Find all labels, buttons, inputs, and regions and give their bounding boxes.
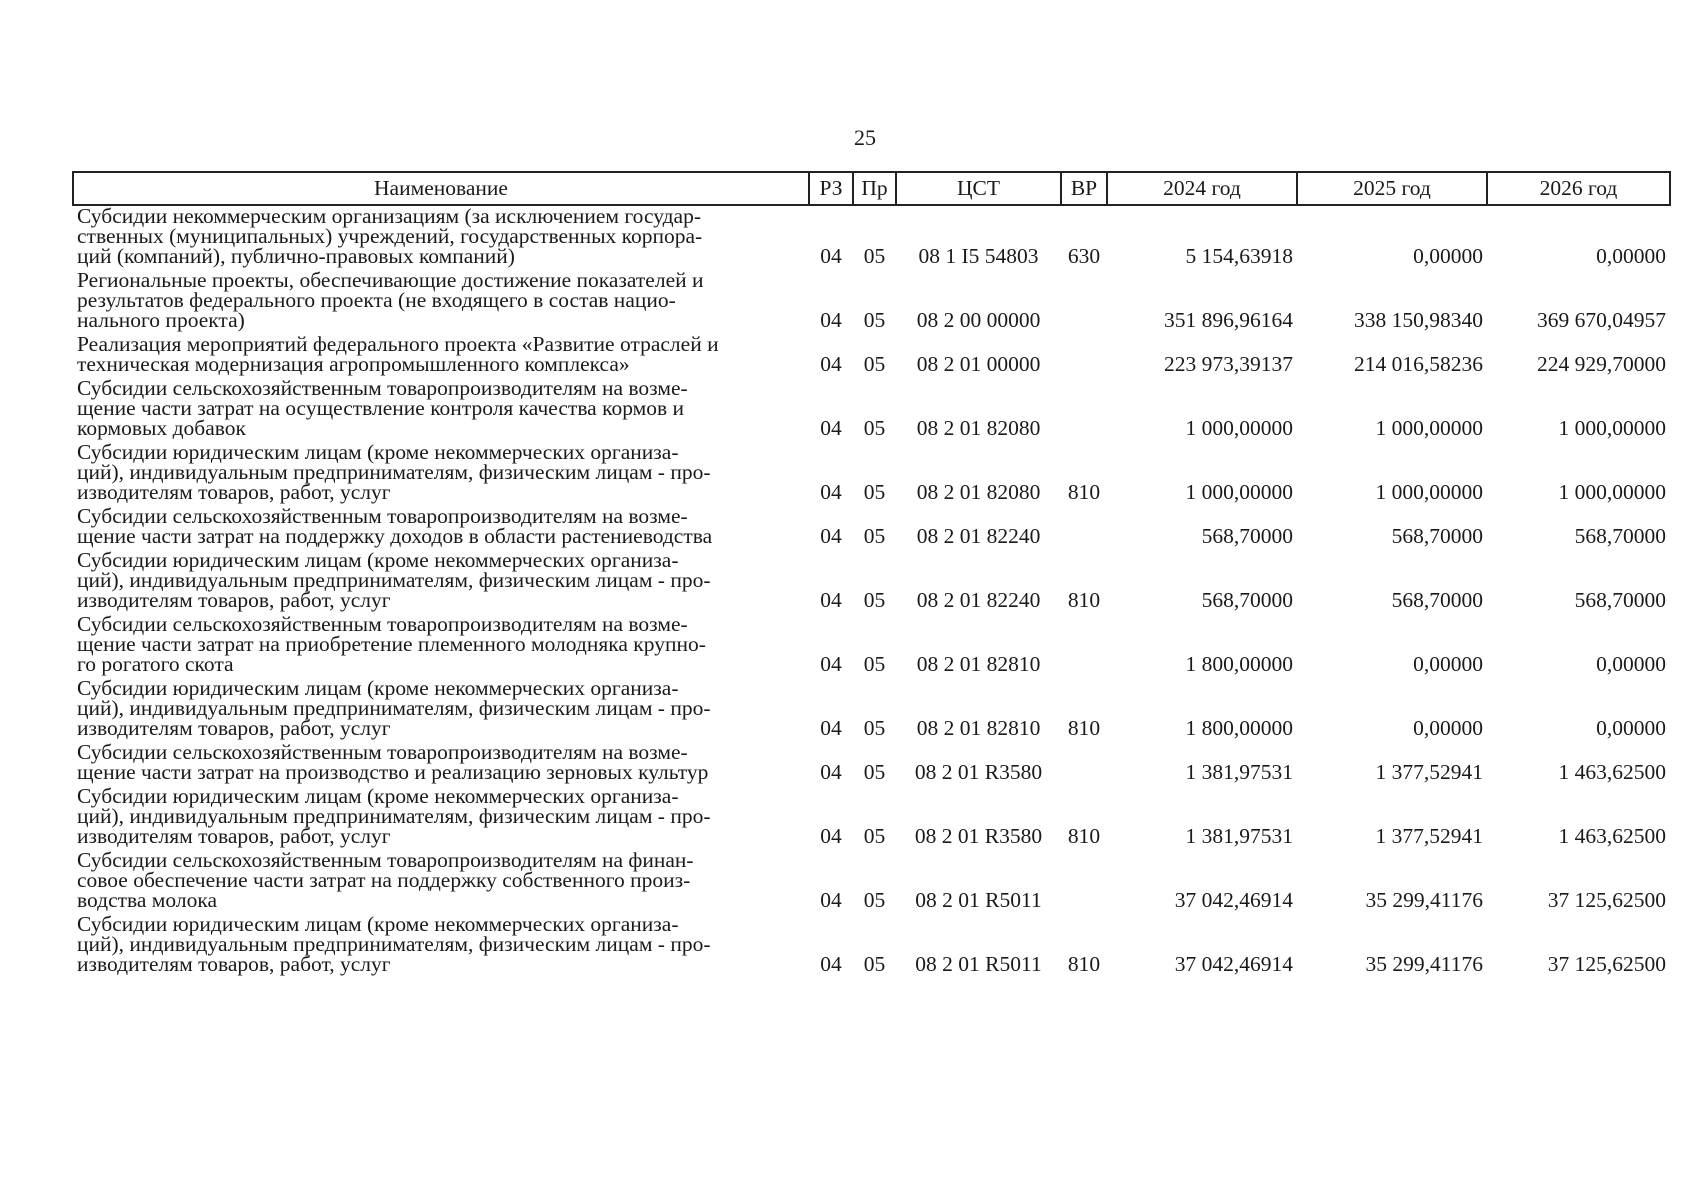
row-cst: 08 2 01 82080	[916, 416, 1041, 440]
header-2026: 2026 год	[1487, 172, 1670, 205]
table-body	[73, 205, 1670, 978]
row-rz: 04	[820, 416, 842, 440]
row-rz: 04	[820, 716, 842, 740]
row-rz: 04	[820, 480, 842, 504]
row-name-line: ственных (муниципальных) учреждений, государственных корпора-	[77, 224, 703, 248]
row-name	[73, 270, 809, 334]
row-cst: 08 2 01 82810	[916, 652, 1041, 676]
row-rz: 04	[820, 524, 842, 548]
row-name-line: Региональные проекты, обеспечивающие достижение показателей и	[77, 268, 704, 292]
row-name-line: Субсидии юридическим лицам (кроме некоммерческих организа-	[77, 784, 679, 808]
row-vr: 810	[1067, 716, 1101, 740]
row-2024: 37 042,46914	[1174, 952, 1293, 976]
row-cst: 08 2 01 82080	[916, 480, 1041, 504]
row-2025: 1 377,52941	[1375, 824, 1483, 848]
row-name-line: нального проекта)	[77, 308, 245, 332]
row-rz: 04	[820, 352, 842, 376]
row-pr: 05	[863, 760, 886, 784]
row-vr	[1061, 270, 1107, 334]
budget-table	[72, 171, 1671, 978]
row-cst: 08 2 01 R3580	[914, 760, 1043, 784]
row-pr: 05	[863, 524, 886, 548]
table-row	[73, 786, 1670, 850]
table-row	[73, 270, 1670, 334]
row-cst: 08 1 I5 54803	[918, 244, 1039, 268]
row-2026: 1 463,62500	[1558, 760, 1666, 784]
row-name	[73, 614, 809, 678]
row-name-line: результатов федерального проекта (не входящего в состав нацио-	[77, 288, 676, 312]
row-2024: 1 381,97531	[1185, 760, 1293, 784]
row-name-line: Субсидии юридическим лицам (кроме некоммерческих организа-	[77, 548, 679, 572]
table-header-row	[73, 172, 1670, 205]
row-2024: 1 381,97531	[1185, 824, 1293, 848]
row-2026: 1 000,00000	[1558, 480, 1666, 504]
row-2026: 0,00000	[1596, 652, 1666, 676]
table-row	[73, 205, 1670, 270]
row-pr: 05	[863, 824, 886, 848]
row-name-line: Субсидии юридическим лицам (кроме некоммерческих организа-	[77, 676, 679, 700]
row-rz: 04	[820, 888, 842, 912]
row-name-line: водства молока	[77, 888, 218, 912]
row-2024: 1 000,00000	[1185, 480, 1293, 504]
row-rz: 04	[820, 952, 842, 976]
row-2024: 5 154,63918	[1185, 244, 1293, 268]
row-pr: 05	[863, 952, 886, 976]
row-2026: 0,00000	[1596, 244, 1666, 268]
table-row	[73, 442, 1670, 506]
table-row	[73, 550, 1670, 614]
row-pr: 05	[863, 480, 886, 504]
table-row	[73, 614, 1670, 678]
row-2025: 35 299,41176	[1365, 952, 1483, 976]
row-name-line: щение части затрат на осуществление контроля качества кормов и	[77, 396, 685, 420]
header-vr: ВР	[1061, 172, 1107, 205]
row-2026: 568,70000	[1574, 524, 1666, 548]
row-2025: 1 000,00000	[1375, 416, 1483, 440]
row-pr: 05	[863, 588, 886, 612]
row-vr: 810	[1067, 824, 1101, 848]
header-name: Наименование	[73, 172, 809, 205]
row-2026: 224 929,70000	[1537, 352, 1666, 376]
row-cst: 08 2 01 82240	[916, 588, 1041, 612]
row-name	[73, 550, 809, 614]
row-cst: 08 2 01 82810	[916, 716, 1041, 740]
row-rz: 04	[820, 588, 842, 612]
row-2024: 223 973,39137	[1164, 352, 1293, 376]
row-name-line: Субсидии сельскохозяйственным товаропроизводителям на возме-	[77, 612, 688, 636]
row-2024: 1 000,00000	[1185, 416, 1293, 440]
row-pr: 05	[863, 244, 886, 268]
row-name-line: щение части затрат на приобретение племенного молодняка крупно-	[77, 632, 706, 656]
row-name	[73, 786, 809, 850]
table-row	[73, 334, 1670, 378]
row-name-line: изводителям товаров, работ, услуг	[77, 824, 391, 848]
row-pr: 05	[863, 308, 886, 332]
row-2025: 338 150,98340	[1354, 308, 1483, 332]
row-pr: 05	[863, 352, 886, 376]
row-2025: 0,00000	[1413, 244, 1483, 268]
row-vr	[1061, 378, 1107, 442]
table-row	[73, 742, 1670, 786]
row-name-line: Субсидии юридическим лицам (кроме некоммерческих организа-	[77, 912, 679, 936]
row-name	[73, 850, 809, 914]
row-name	[73, 334, 809, 378]
row-name	[73, 442, 809, 506]
row-name-line: изводителям товаров, работ, услуг	[77, 588, 391, 612]
row-name-line: изводителям товаров, работ, услуг	[77, 716, 391, 740]
table-row	[73, 678, 1670, 742]
row-cst: 08 2 00 00000	[916, 308, 1041, 332]
row-name	[73, 742, 809, 786]
row-2024: 351 896,96164	[1164, 308, 1293, 332]
row-name-line: изводителям товаров, работ, услуг	[77, 952, 391, 976]
row-name	[73, 205, 809, 270]
row-2025: 35 299,41176	[1365, 888, 1483, 912]
row-rz: 04	[820, 824, 842, 848]
row-name	[73, 914, 809, 978]
row-2025: 1 000,00000	[1375, 480, 1483, 504]
row-2024: 1 800,00000	[1185, 716, 1293, 740]
row-vr	[1061, 334, 1107, 378]
row-vr	[1061, 742, 1107, 786]
row-2025: 0,00000	[1413, 652, 1483, 676]
table-row	[73, 850, 1670, 914]
row-name-line: Субсидии некоммерческим организациям (за исключением государ-	[77, 204, 701, 228]
header-2024: 2024 год	[1107, 172, 1297, 205]
row-cst: 08 2 01 00000	[916, 352, 1041, 376]
row-cst: 08 2 01 R3580	[914, 824, 1043, 848]
row-2025: 0,00000	[1413, 716, 1483, 740]
row-rz: 04	[820, 244, 842, 268]
header-cst: ЦСТ	[896, 172, 1061, 205]
row-vr: 810	[1067, 952, 1101, 976]
row-name-line: Субсидии сельскохозяйственным товаропроизводителям на возме-	[77, 376, 688, 400]
header-pr: Пр	[853, 172, 896, 205]
row-2025: 568,70000	[1391, 588, 1483, 612]
row-vr	[1061, 506, 1107, 550]
header-2025: 2025 год	[1297, 172, 1487, 205]
row-pr: 05	[863, 888, 886, 912]
row-name-line: совое обеспечение части затрат на поддержку собственного произ-	[77, 868, 691, 892]
row-2024: 37 042,46914	[1174, 888, 1293, 912]
row-name-line: ций), индивидуальным предпринимателям, физическим лицам - про-	[77, 568, 711, 592]
row-pr: 05	[863, 716, 886, 740]
row-rz: 04	[820, 308, 842, 332]
table-row	[73, 378, 1670, 442]
row-name-line: Субсидии сельскохозяйственным товаропроизводителям на возме-	[77, 740, 688, 764]
row-2025: 1 377,52941	[1375, 760, 1483, 784]
table-row	[73, 506, 1670, 550]
row-name-line: Реализация мероприятий федерального проекта «Развитие отраслей и	[77, 332, 719, 356]
row-cst: 08 2 01 R5011	[915, 888, 1042, 912]
row-name-line: щение части затрат на производство и реализацию зерновых культур	[77, 760, 709, 784]
row-name-line: ций), индивидуальным предпринимателям, физическим лицам - про-	[77, 696, 711, 720]
row-name	[73, 506, 809, 550]
row-2025: 568,70000	[1391, 524, 1483, 548]
row-2026: 0,00000	[1596, 716, 1666, 740]
row-2026: 1 463,62500	[1558, 824, 1666, 848]
row-cst: 08 2 01 82240	[916, 524, 1041, 548]
row-vr: 810	[1067, 480, 1101, 504]
row-name-line: ций), индивидуальным предпринимателям, физическим лицам - про-	[77, 804, 711, 828]
row-2026: 37 125,62500	[1547, 888, 1666, 912]
header-rz: РЗ	[809, 172, 853, 205]
row-2024: 568,70000	[1201, 588, 1293, 612]
row-name-line: Субсидии сельскохозяйственным товаропроизводителям на возме-	[77, 504, 688, 528]
row-rz: 04	[820, 652, 842, 676]
table-row	[73, 914, 1670, 978]
row-name-line: щение части затрат на поддержку доходов в области растениеводства	[77, 524, 713, 548]
row-pr: 05	[863, 416, 886, 440]
row-cst: 08 2 01 R5011	[915, 952, 1042, 976]
row-name-line: ций), индивидуальным предпринимателям, физическим лицам - про-	[77, 460, 711, 484]
row-name-line: изводителям товаров, работ, услуг	[77, 480, 391, 504]
row-vr	[1061, 850, 1107, 914]
row-name-line: ций (компаний), публично-правовых компаний)	[77, 244, 515, 268]
row-name	[73, 378, 809, 442]
row-pr: 05	[863, 652, 886, 676]
row-name	[73, 678, 809, 742]
row-name-line: го рогатого скота	[77, 652, 234, 676]
row-2025: 214 016,58236	[1354, 352, 1483, 376]
row-2026: 1 000,00000	[1558, 416, 1666, 440]
row-name-line: техническая модернизация агропромышленного комплекса»	[77, 352, 630, 376]
row-name-line: ций), индивидуальным предпринимателям, физическим лицам - про-	[77, 932, 711, 956]
row-name-line: кормовых добавок	[77, 416, 246, 440]
row-rz: 04	[820, 760, 842, 784]
row-vr: 810	[1067, 588, 1101, 612]
page-number: 25	[854, 125, 876, 150]
row-2026: 568,70000	[1574, 588, 1666, 612]
row-name-line: Субсидии юридическим лицам (кроме некоммерческих организа-	[77, 440, 679, 464]
row-vr	[1061, 614, 1107, 678]
row-name-line: Субсидии сельскохозяйственным товаропроизводителям на финан-	[77, 848, 694, 872]
row-2024: 1 800,00000	[1185, 652, 1293, 676]
row-2024: 568,70000	[1201, 524, 1293, 548]
row-vr: 630	[1067, 244, 1101, 268]
row-2026: 37 125,62500	[1547, 952, 1666, 976]
row-2026: 369 670,04957	[1537, 308, 1666, 332]
